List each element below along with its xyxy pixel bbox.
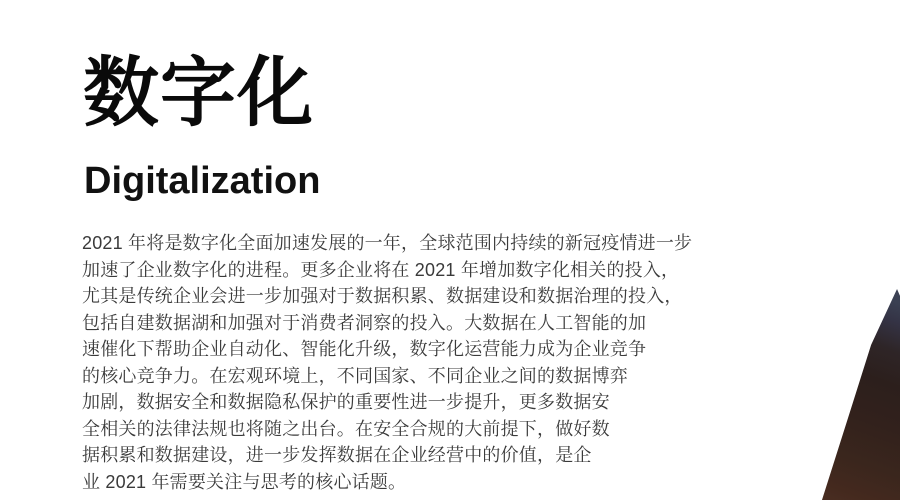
- paragraph-line: 加剧，数据安全和数据隐私保护的重要性进一步提升，更多数据安: [82, 392, 610, 412]
- paragraph-line: 尤其是传统企业会进一步加强对于数据积累、数据建设和数据治理的投入，: [82, 286, 683, 306]
- paragraph-line: 加速了企业数字化的进程。更多企业将在 2021 年增加数字化相关的投入，: [82, 259, 680, 280]
- paragraph-line: 全相关的法律法规也将随之出台。在安全合规的大前提下，做好数: [82, 418, 610, 439]
- body-paragraph: [82, 230, 693, 495]
- corner-photo-fragment: [815, 284, 900, 500]
- page-title-english: Digitalization: [84, 160, 321, 202]
- paragraph-line: 2021 年将是数字化全面加速发展的一年，全球范围内持续的新冠疫情进一步: [82, 233, 693, 253]
- page-title-chinese: 数字化: [83, 51, 314, 136]
- paragraph-line: 业 2021 年需要关注与思考的核心话题。: [82, 471, 407, 492]
- paragraph-line: 速催化下帮助企业自动化、智能化升级，数字化运营能力成为企业竞争: [82, 339, 647, 359]
- paragraph-line: 据积累和数据建设，进一步发挥数据在企业经营中的价值，是企: [82, 445, 592, 465]
- paragraph-line: 的核心竞争力。在宏观环境上，不同国家、不同企业之间的数据博弈: [82, 365, 628, 386]
- paragraph-line: 包括自建数据湖和加强对于消费者洞察的投入。大数据在人工智能的加: [82, 312, 647, 333]
